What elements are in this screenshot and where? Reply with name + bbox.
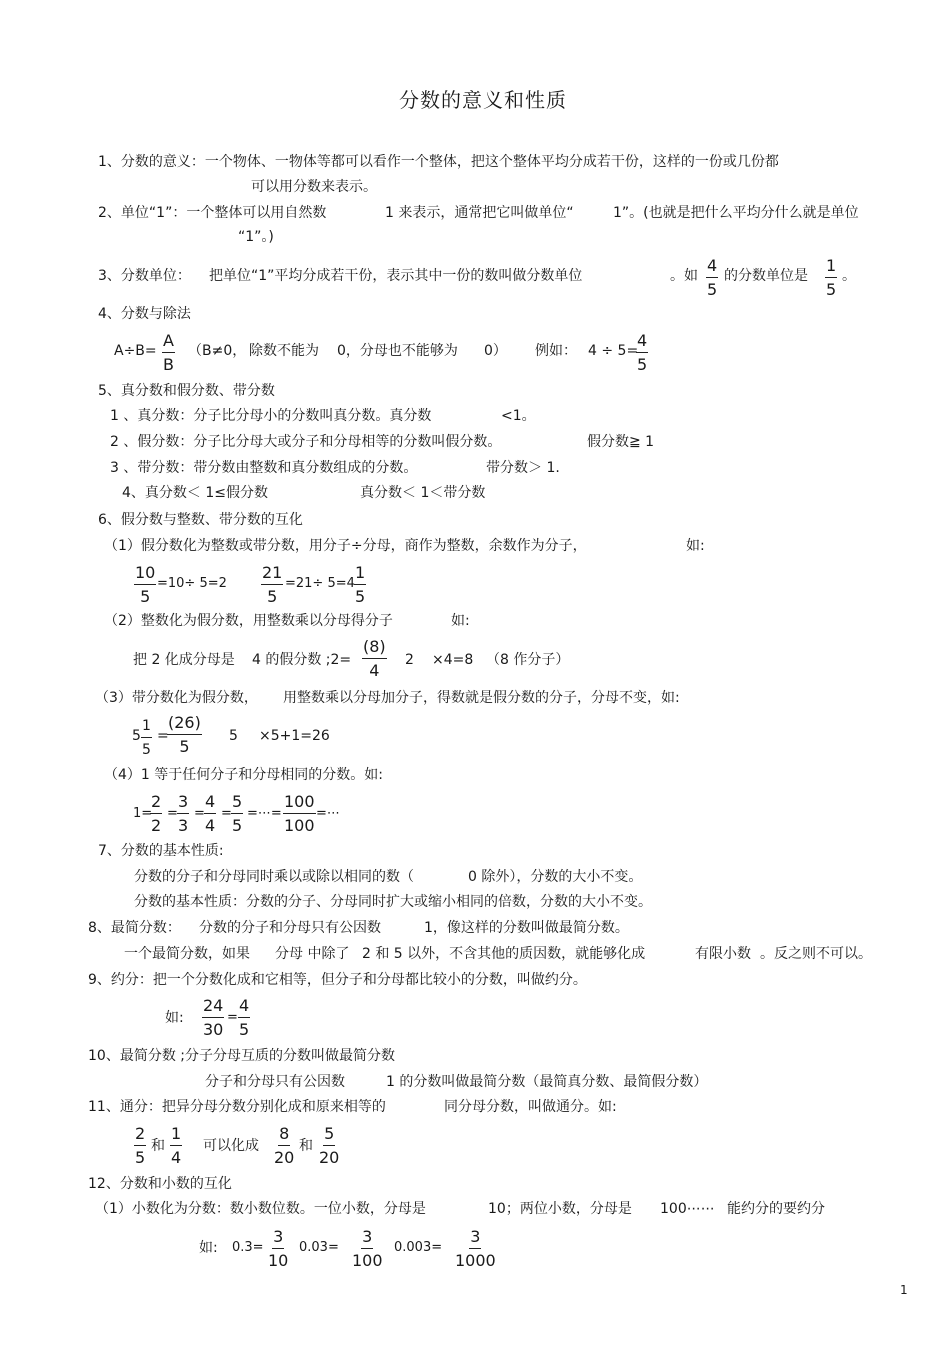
- fraction: [150, 793, 162, 835]
- denominator: 5: [826, 280, 837, 299]
- s12-heading: 12、分数和小数的互化: [88, 1176, 232, 1192]
- s8-line2a: 一个最简分数，如果: [124, 946, 250, 962]
- s4-cond-a: （B≠0，: [188, 343, 247, 359]
- fraction: [167, 714, 202, 756]
- numerator: (26): [167, 714, 202, 735]
- s4-cond-c: 0，分母也不能够为: [337, 343, 458, 359]
- numerator: 21: [261, 564, 283, 585]
- s6-p2b: 如:: [451, 613, 470, 629]
- fraction: [455, 1228, 496, 1270]
- s3-label: 3、分数单位：: [98, 268, 191, 284]
- fraction: [141, 717, 152, 759]
- denominator: 5: [140, 587, 151, 606]
- s6-heading: 6、假分数与整数、带分数的互化: [98, 512, 303, 528]
- s6-p3-d: ×5+1=26: [259, 728, 330, 744]
- numerator: 1: [825, 257, 837, 278]
- s6-p2-ex-a: 把 2 化成分母是: [133, 652, 235, 668]
- s11-heading-b: 同分母分数，叫做通分。如:: [444, 1099, 617, 1115]
- s5-heading: 5、真分数和假分数、带分数: [98, 383, 275, 399]
- denominator: 5: [637, 355, 648, 374]
- denominator: 4: [171, 1148, 182, 1167]
- s4-heading: 4、分数与除法: [98, 306, 191, 322]
- s8-line1b: 分数的分子和分母只有公因数: [199, 920, 381, 936]
- s11-mid: 可以化成: [203, 1138, 259, 1154]
- numerator: 3: [272, 1228, 284, 1249]
- numerator: 4: [238, 997, 250, 1018]
- numerator: 2: [134, 1125, 146, 1146]
- equals-sign: =: [194, 806, 205, 821]
- denominator: 2: [151, 816, 162, 835]
- s6-ex2-eq: =21÷ 5=4: [285, 576, 355, 591]
- s8-line1c: 1，像这样的分数叫做最简分数。: [424, 920, 629, 936]
- numerator: 100: [283, 793, 316, 814]
- fraction: [706, 257, 718, 299]
- s12-line1c: 100⋯⋯: [660, 1201, 715, 1217]
- numerator: 5: [323, 1125, 335, 1146]
- fraction: [268, 1228, 288, 1270]
- s5-line3b: 带分数＞ 1.: [486, 460, 560, 476]
- s8-label: 8、最简分数：: [88, 920, 181, 936]
- page-number: 1: [900, 1283, 908, 1297]
- fraction: [134, 1125, 146, 1167]
- denominator: 30: [203, 1020, 224, 1039]
- numerator: 4: [204, 793, 216, 814]
- s6-p4-start: 1=: [133, 806, 153, 821]
- s9-heading: 9、约分：把一个分数化成和它相等，但分子和分母都比较小的分数，叫做约分。: [88, 972, 587, 988]
- fraction: [177, 793, 189, 835]
- denominator: 5: [135, 1148, 146, 1167]
- s6-p3-whole: 5: [132, 728, 141, 744]
- fraction: [354, 564, 366, 606]
- s6-p4-end: =⋯: [316, 806, 340, 821]
- denominator: 100: [352, 1251, 383, 1270]
- denominator: 5: [232, 816, 243, 835]
- fraction: [261, 564, 283, 606]
- s4-cond-b: 除数不能为: [249, 343, 319, 359]
- numerator: 1: [141, 717, 152, 738]
- denominator: 5: [142, 742, 151, 758]
- denominator: 20: [319, 1148, 340, 1167]
- s7-line1b: 0 除外），分数的大小不变。: [468, 869, 643, 885]
- s5-line1: 1 、真分数：分子比分母小的分数叫真分数。真分数: [110, 408, 432, 424]
- denominator: 5: [707, 280, 718, 299]
- numerator: A: [162, 332, 175, 353]
- denominator: 10: [268, 1251, 289, 1270]
- s11-heading: 11、通分：把异分母分数分别化成和原来相等的: [88, 1099, 386, 1115]
- denominator: 3: [178, 816, 189, 835]
- numerator: 2: [150, 793, 162, 814]
- numerator: 5: [231, 793, 243, 814]
- numerator: 3: [469, 1228, 481, 1249]
- s7-line2: 分数的基本性质：分数的分子、分母同时扩大或缩小相同的倍数，分数的大小不变。: [134, 894, 652, 910]
- s4-example-label: 例如：: [535, 343, 577, 359]
- numerator: 4: [706, 257, 718, 278]
- s12-ex-d: 0.003=: [394, 1240, 443, 1255]
- s2-line2: “1”。): [238, 229, 274, 245]
- s5-line2: 2 、假分数：分子比分母大或分子和分母相等的分数叫假分数。: [110, 434, 502, 450]
- s6-p2: （2）整数化为假分数，用整数乘以分母得分子: [104, 613, 393, 629]
- s10-line1b: 1 的分数叫做最简分数（最简真分数、最简假分数）: [386, 1074, 708, 1090]
- numerator: 24: [202, 997, 224, 1018]
- denominator: 5: [179, 737, 190, 756]
- s8-line2d: 有限小数: [695, 946, 751, 962]
- fraction: [283, 793, 316, 835]
- fraction: [825, 257, 837, 299]
- numerator: 3: [177, 793, 189, 814]
- denominator: 100: [284, 816, 315, 835]
- s6-p1: （1）假分数化为整数或带分数，用分子÷分母，商作为整数，余数作为分子，: [104, 538, 587, 554]
- denominator: 5: [355, 587, 366, 606]
- s6-p2-ex-b: 4 的假分数 ;2=: [252, 652, 352, 668]
- s5-line1b: <1。: [501, 408, 536, 424]
- fraction: [202, 997, 224, 1039]
- s10-heading: 10、最简分数 ;分子分母互质的分数叫做最简分数: [88, 1048, 395, 1064]
- denominator: 4: [369, 661, 380, 680]
- denominator: 20: [274, 1148, 295, 1167]
- fraction: [352, 1228, 383, 1270]
- s4-cond-d: 0）: [484, 343, 507, 359]
- equals-sign: =: [221, 806, 232, 821]
- fraction: [162, 332, 175, 374]
- s12-ex-label: 如:: [199, 1240, 218, 1256]
- numerator: 1: [170, 1125, 182, 1146]
- s8-line2c: 2 和 5 以外，不含其他的质因数，就能够化成: [362, 946, 646, 962]
- fraction: [170, 1125, 182, 1167]
- s2-line1b: 1 来表示，通常把它叫做单位“: [385, 205, 574, 221]
- page-title: 分数的意义和性质: [399, 88, 567, 112]
- fraction: [636, 332, 648, 374]
- s3-text-c: 。如: [670, 268, 698, 284]
- numerator: 10: [134, 564, 156, 585]
- s2-line1a: 2、单位“1”：一个整体可以用自然数: [98, 205, 327, 221]
- s11-and1: 和: [151, 1138, 165, 1154]
- s1-line1: 1、分数的意义：一个物体、一物体等都可以看作一个整体，把这个整体平均分成若干份，这样的一份或几份都: [98, 154, 779, 170]
- s3-text: 把单位“1”平均分成若干份，表示其中一份的数叫做分数单位: [209, 268, 583, 284]
- s12-ex-c: 0.03=: [299, 1240, 339, 1255]
- s8-line2e: 。反之则不可以。: [760, 946, 872, 962]
- s4-example: 4 ÷ 5=: [588, 343, 639, 359]
- s7-line1: 分数的分子和分母同时乘以或除以相同的数（: [134, 869, 414, 885]
- s12-ex-b: 0.3=: [232, 1240, 264, 1255]
- fraction: [362, 638, 387, 680]
- s6-p4: （4）1 等于任何分子和分母相同的分数。如:: [104, 767, 383, 783]
- s6-p3b: 用整数乘以分母加分子，得数就是假分数的分子，分母不变，如:: [283, 690, 680, 706]
- denominator: 5: [267, 587, 278, 606]
- s6-p3-eq: =: [157, 728, 169, 744]
- s10-line1a: 分子和分母只有公因数: [205, 1074, 345, 1090]
- denominator: 5: [239, 1020, 250, 1039]
- denominator: 4: [205, 816, 216, 835]
- fraction: [231, 793, 243, 835]
- s6-p1b: 如:: [686, 538, 705, 554]
- numerator: (8): [362, 638, 387, 659]
- s12-line1d: 能约分的要约分: [727, 1201, 825, 1217]
- fraction: [204, 793, 216, 835]
- numerator: 3: [361, 1228, 373, 1249]
- s6-p3: （3）带分数化为假分数，: [95, 690, 258, 706]
- s3-text-d: 的分数单位是: [724, 268, 808, 284]
- denominator: 1000: [455, 1251, 496, 1270]
- s6-ex1-eq: =10÷ 5=2: [157, 576, 227, 591]
- equals-sign: =: [167, 806, 178, 821]
- denominator: B: [162, 355, 174, 374]
- fraction: [238, 997, 250, 1039]
- s11-and2: 和: [299, 1138, 313, 1154]
- s3-text-e: 。: [842, 268, 856, 284]
- s7-heading: 7、分数的基本性质:: [98, 843, 224, 859]
- s12-line1a: （1）小数化为分数：数小数位数。一位小数，分母是: [95, 1201, 426, 1217]
- s4-formula: A÷B=: [114, 343, 157, 359]
- s1-line2: 可以用分数来表示。: [251, 179, 377, 195]
- s6-p4-dots: =⋯=: [247, 806, 282, 821]
- s5-line2b: 假分数≧ 1: [587, 434, 655, 450]
- s6-p2-ex-d: ×4=8: [432, 652, 474, 668]
- fraction: [274, 1125, 294, 1167]
- s6-p3-c: 5: [229, 728, 238, 744]
- s9-example-label: 如:: [165, 1010, 184, 1026]
- s6-p2-ex-c: 2: [405, 652, 414, 668]
- numerator: 4: [636, 332, 648, 353]
- s5-line4b: 真分数＜ 1＜带分数: [360, 485, 486, 501]
- s12-line1b: 10；两位小数，分母是: [488, 1201, 632, 1217]
- s6-p2-ex-e: （8 作分子）: [486, 652, 570, 668]
- numerator: 1: [354, 564, 366, 585]
- s2-line1c: 1”。(也就是把什么平均分什么就是单位: [613, 205, 859, 221]
- s5-line4: 4、真分数＜ 1≤假分数: [122, 485, 268, 501]
- equals-sign: =: [227, 1010, 238, 1025]
- s5-line3: 3 、带分数：带分数由整数和真分数组成的分数。: [110, 460, 418, 476]
- s8-line2b: 分母 中除了: [275, 946, 350, 962]
- numerator: 8: [278, 1125, 290, 1146]
- fraction: [319, 1125, 339, 1167]
- fraction: [134, 564, 156, 606]
